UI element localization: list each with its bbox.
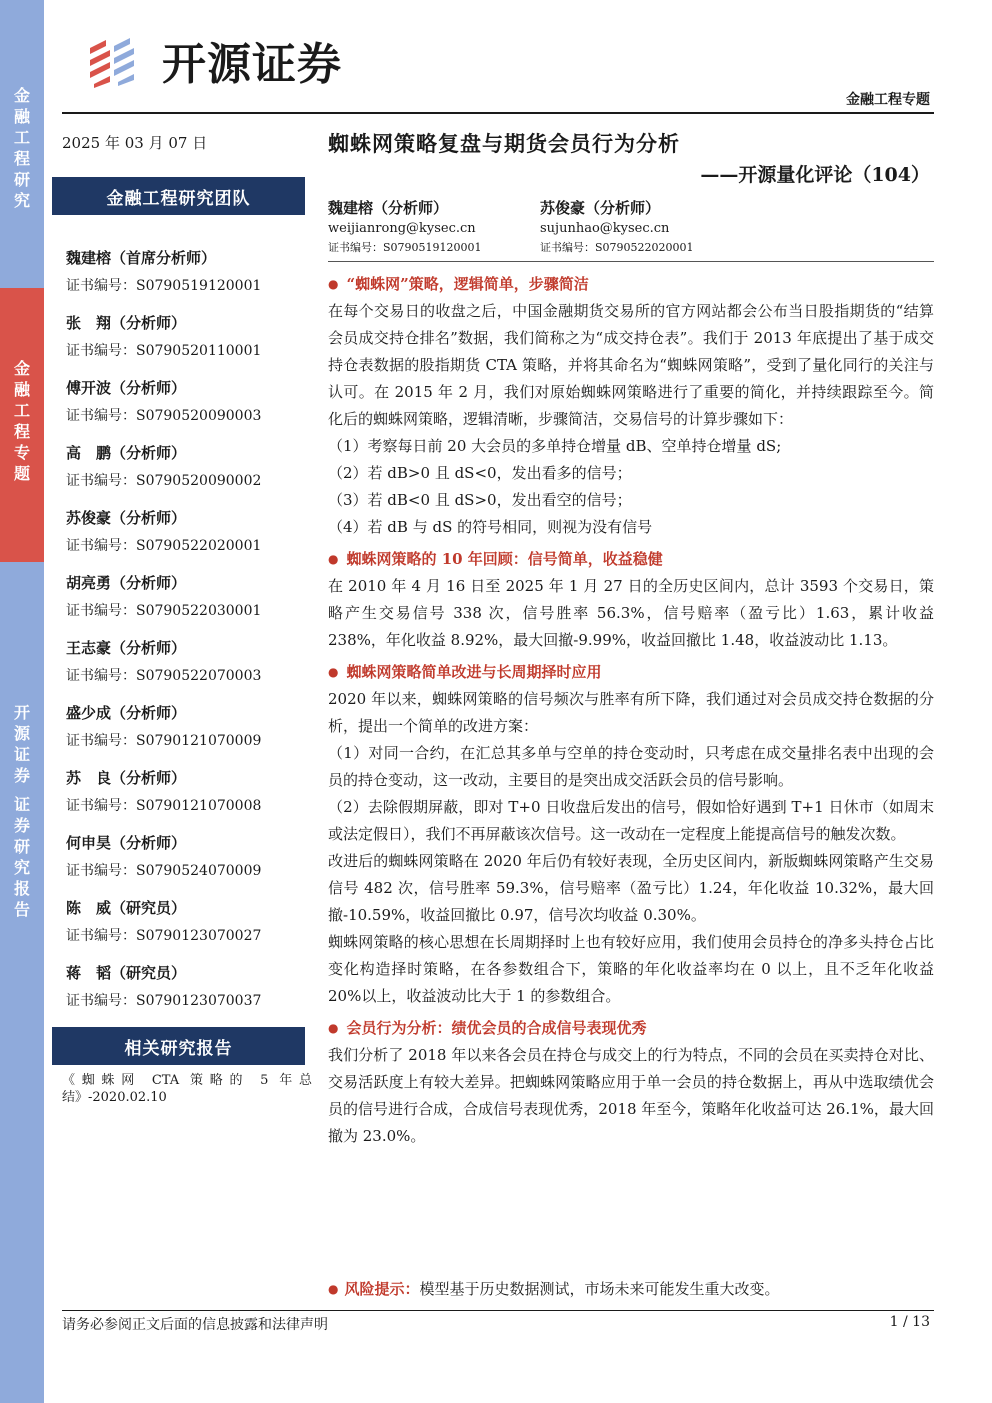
team-heading: 金融工程研究团队 <box>52 177 305 215</box>
member-name: 傅开波（分析师） <box>66 379 187 397</box>
paragraph: （2）去除假期屏蔽，即对 T+0 日收盘后发出的信号，假如恰好遇到 T+1 日休市（如周末或法定假日），我们不再屏蔽该次信号。这一改动在一定程度上能提高信号的触发次数。 <box>328 798 934 843</box>
member-name: 苏俊豪（分析师） <box>66 509 187 527</box>
member-cert: 证书编号：S0790522070003 <box>66 668 262 684</box>
page-number: 1 / 13 <box>889 1314 930 1330</box>
sidebar-char: 开 <box>13 703 30 722</box>
team-member <box>66 636 306 701</box>
member-cert: 证书编号：S0790123070027 <box>66 928 262 944</box>
list-item: （2）若 dB>0 且 dS<0，发出看多的信号； <box>328 464 632 482</box>
author-name: 苏俊豪（分析师） <box>540 199 661 217</box>
bullet-icon: ● <box>328 1282 339 1296</box>
author-card <box>540 196 694 258</box>
member-cert: 证书编号：S0790121070008 <box>66 798 262 814</box>
sidebar-char: 专 <box>13 443 30 462</box>
member-name: 蒋 韬（研究员） <box>66 964 187 982</box>
sidebar-char: 告 <box>13 900 30 919</box>
sidebar-char: 源 <box>13 724 30 743</box>
company-logo <box>88 28 342 92</box>
section-heading-text: “蜘蛛网”策略，逻辑简单，步骤简洁 <box>346 275 589 293</box>
author-card <box>328 196 482 258</box>
section-heading-text: 会员行为分析：绩优会员的合成信号表现优秀 <box>346 1019 647 1037</box>
list-item: （3）若 dB<0 且 dS>0，发出看空的信号； <box>328 491 632 509</box>
member-cert: 证书编号：S0790123070037 <box>66 993 262 1009</box>
logo-mark-icon <box>88 32 152 88</box>
left-sidebar <box>0 0 44 1403</box>
sidebar-char: 研 <box>13 837 30 856</box>
sidebar-char: 证 <box>13 795 30 814</box>
list-item: （4）若 dB 与 dS 的符号相同，则视为没有信号 <box>328 518 653 536</box>
member-name: 王志豪（分析师） <box>66 639 187 657</box>
member-name: 魏建榕（首席分析师） <box>66 249 217 267</box>
member-name: 高 鹏（分析师） <box>66 444 187 462</box>
bullet-icon: ● <box>328 277 339 291</box>
footer-divider <box>62 1310 934 1311</box>
member-cert: 证书编号：S0790524070009 <box>66 863 262 879</box>
author-cert: 证书编号：S0790522020001 <box>540 241 694 254</box>
team-member <box>66 311 306 376</box>
member-cert: 证书编号：S0790522030001 <box>66 603 262 619</box>
member-cert: 证书编号：S0790519120001 <box>66 278 262 294</box>
member-cert: 证书编号：S0790121070009 <box>66 733 262 749</box>
author-email[interactable]: sujunhao@kysec.cn <box>540 221 670 236</box>
risk-label: 风险提示： <box>344 1280 420 1298</box>
paragraph: 在每个交易日的收盘之后，中国金融期货交易所的官方网站都会公布当日股指期货的“结算会员成交持仓排名”数据，我们简称之为“成交持仓表”。我们于 2013 年底提出了基于成交持仓表数据的股指期货 CTA 策略，并将其命名为“蜘蛛网策略”，受到了量化同行的关注与认可。在 2015 年 2 月，我们对原始蜘蛛网策略进行了重要的简化，并持续跟踪至今。简化后的蜘蛛网策略，逻辑清晰，步骤简洁，交易信号的计算步骤如下： <box>328 302 934 428</box>
member-name: 陈 威（研究员） <box>66 899 187 917</box>
sidebar-char: 融 <box>13 380 30 399</box>
sidebar-char: 工 <box>13 128 30 147</box>
authors-divider <box>328 261 934 262</box>
team-member <box>66 506 306 571</box>
report-date: 2025 年 03 月 07 日 <box>62 134 208 152</box>
member-name: 盛少成（分析师） <box>66 704 187 722</box>
footer-disclaimer: 请务必参阅正文后面的信息披露和法律声明 <box>62 1317 328 1333</box>
bullet-icon: ● <box>328 552 339 566</box>
team-member <box>66 246 306 311</box>
sidebar-char: 金 <box>13 86 30 105</box>
team-member <box>66 961 306 1026</box>
sidebar-char <box>19 786 25 794</box>
paragraph: 2020 年以来，蜘蛛网策略的信号频次与胜率有所下降，我们通过对会员成交持仓数据的分析，提出一个简单的改进方案： <box>328 690 934 735</box>
risk-text: 模型基于历史数据测试，市场未来可能发生重大改变。 <box>419 1280 780 1298</box>
section-heading <box>328 1014 934 1042</box>
section-heading <box>328 270 934 298</box>
member-name: 张 翔（分析师） <box>66 314 187 332</box>
team-list <box>66 246 306 1026</box>
author-email[interactable]: weijianrong@kysec.cn <box>328 221 476 236</box>
team-member <box>66 766 306 831</box>
member-cert: 证书编号：S0790522020001 <box>66 538 262 554</box>
author-name: 魏建榕（分析师） <box>328 199 449 217</box>
report-subtitle: ——开源量化评论（104） <box>700 164 930 186</box>
sidebar-segment-research <box>0 0 44 288</box>
related-reports-heading: 相关研究报告 <box>52 1027 305 1065</box>
list-item: （1）考察每日前 20 大会员的多单持仓增量 dB、空单持仓增量 dS; <box>328 437 782 455</box>
sidebar-char: 工 <box>13 401 30 420</box>
related-report-link[interactable]: 《蜘蛛网 CTA 策略的 5 年总结》-2020.02.10 <box>62 1073 312 1105</box>
team-member <box>66 701 306 766</box>
member-name: 胡亮勇（分析师） <box>66 574 187 592</box>
sidebar-char: 报 <box>13 879 30 898</box>
report-category: 金融工程专题 <box>846 92 930 108</box>
header-divider <box>62 112 934 114</box>
report-body <box>328 270 934 1150</box>
paragraph: 在 2010 年 4 月 16 日至 2025 年 1 月 27 日的全历史区间内，总计 3593 个交易日，策略产生交易信号 338 次，信号胜率 56.3%，信号赔率（盈亏比）1.63，累计收益 238%，年化收益 8.92%，最大回撤-9.99%，收益回撤比 1.48，收益波动比 1.13。 <box>328 577 934 649</box>
sidebar-char: 券 <box>13 816 30 835</box>
sidebar-char: 融 <box>13 107 30 126</box>
section-heading-text: 蜘蛛网策略的 10 年回顾：信号简单，收益稳健 <box>346 550 663 568</box>
section-heading <box>328 658 934 686</box>
team-member <box>66 441 306 506</box>
sidebar-segment-brand <box>0 562 44 1403</box>
member-cert: 证书编号：S0790520090003 <box>66 408 262 424</box>
member-cert: 证书编号：S0790520090002 <box>66 473 262 489</box>
sidebar-char: 程 <box>13 149 30 168</box>
member-name: 苏 良（分析师） <box>66 769 187 787</box>
sidebar-char: 券 <box>13 766 30 785</box>
team-member <box>66 831 306 896</box>
team-member <box>66 571 306 636</box>
section-heading-text: 蜘蛛网策略简单改进与长周期择时应用 <box>346 663 602 681</box>
company-name: 开源证券 <box>162 39 342 90</box>
paragraph: 我们分析了 2018 年以来各会员在持仓与成交上的行为特点，不同的会员在买卖持仓对比、交易活跃度上有较大差异。把蜘蛛网策略应用于单一会员的持仓数据上，再从中选取绩优会员的信号进行合成，合成信号表现优秀，2018 年至今，策略年化收益可达 26.1%，最大回撤为 23.0%。 <box>328 1046 934 1145</box>
sidebar-char: 证 <box>13 745 30 764</box>
team-member <box>66 896 306 961</box>
author-cert: 证书编号：S0790519120001 <box>328 241 482 254</box>
sidebar-char: 金 <box>13 359 30 378</box>
member-cert: 证书编号：S0790520110001 <box>66 343 262 359</box>
sidebar-char: 究 <box>13 191 30 210</box>
member-name: 何申昊（分析师） <box>66 834 187 852</box>
team-member <box>66 376 306 441</box>
sidebar-char: 题 <box>13 464 30 483</box>
bullet-icon: ● <box>328 665 339 679</box>
paragraph: （1）对同一合约，在汇总其多单与空单的持仓变动时，只考虑在成交量排名表中出现的会员的持仓变动，这一改动，主要目的是突出成交活跃会员的信号影响。 <box>328 744 934 789</box>
sidebar-segment-topic <box>0 288 44 562</box>
paragraph: 蜘蛛网策略的核心思想在长周期择时上也有较好应用，我们使用会员持仓的净多头持仓占比变化构造择时策略，在各参数组合下，策略的年化收益率均在 0 以上，且不乏年化收益 20%以上，收益波动比大于 1 的参数组合。 <box>328 933 934 1005</box>
report-title: 蜘蛛网策略复盘与期货会员行为分析 <box>328 131 680 156</box>
section-heading <box>328 545 934 573</box>
sidebar-char: 究 <box>13 858 30 877</box>
sidebar-char: 程 <box>13 422 30 441</box>
risk-warning <box>328 1276 780 1302</box>
sidebar-char: 研 <box>13 170 30 189</box>
paragraph: 改进后的蜘蛛网策略在 2020 年后仍有较好表现，全历史区间内，新版蜘蛛网策略产生交易信号 482 次，信号胜率 59.3%，信号赔率（盈亏比）1.24，年化收益 10.32%，最大回撤-10.59%，收益回撤比 0.97，信号次均收益 0.30%。 <box>328 852 934 924</box>
bullet-icon: ● <box>328 1021 339 1035</box>
